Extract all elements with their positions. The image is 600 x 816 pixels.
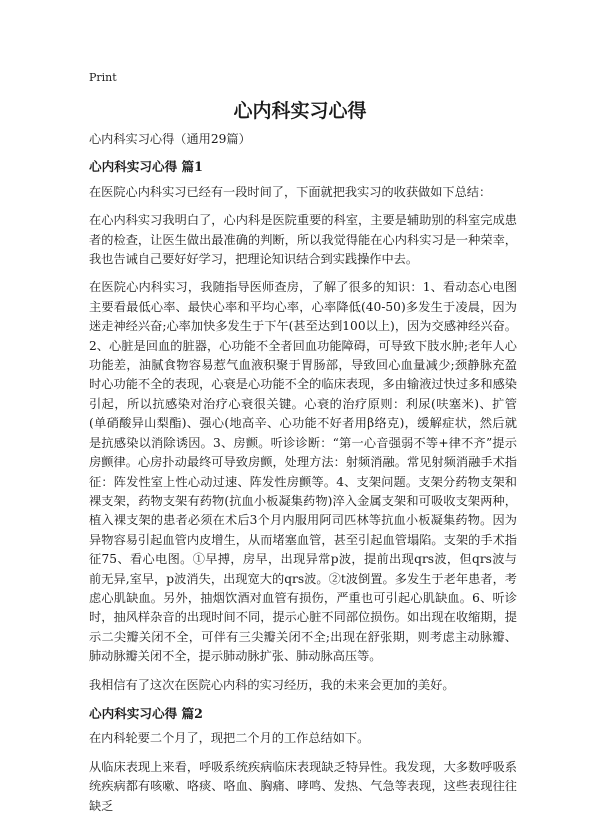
section-heading-1: 心内科实习心得 篇1 xyxy=(89,159,203,175)
paragraph: 在医院心内科实习，我随指导医师查房，了解了很多的知识：1、看动态心电图主要看最低心率、最快心率和平均心率，心率降低(40-50)多发生于凌晨，因为迷走神经兴奋;心率加快多发生于下午(甚至达到100以上)，因为交感神经兴奋。2、心脏是回血的脏器，心功能不全者回血功能障碍，可导致下肢水肿;老年人心功能差，油腻食物容易惹气血液积聚于胃肠部，导致回心血量减少;颈静脉充盈时心功能不全的表现，心衰是心功能不全的临床表现，多由输液过快过多和感染引起，所以抗感染对治疗心衰很关键。心衰的治疗原则：利尿(呋塞米)、扩管(单硝酸异山梨酯)、强心(地高辛、心功能不好者用β络克)，缓解症状，然后就是抗感染以消除诱因。3、房颤。听诊诊断：“第一心音强弱不等+律不齐”提示房颤律。心房扑动最终可导致房颤，处理方法：射频消融。常见射频消融手术指征：阵发性室上性心动过速、阵发性房颤等。4、支架问题。支架分药物支架和裸支架，药物支架有药物(抗血小板凝集药物)淬入金属支架和可吸收支架两种，植入裸支架的患者必须在术后3个月内服用阿司匹林等抗血小板凝集药物。因为异物容易引起血管内皮增生，从而堵塞血管，甚至引起血管塌陷。支架的手术指征75、看心电图。①早搏，房早，出现异常p波，提前出现qrs波，但qrs波与前无异,室早，p波消失，出现宽大的qrs波。②t波倒置。多发生于老年患者，考虑心肌缺血。另外，抽烟饮酒对血管有损伤，严重也可引起心肌缺血。6、听诊时，抽风样杂音的出现时间不同，提示心脏不同部位损伤。如出现在收缩期，提示二尖瓣关闭不全，可伴有三尖瓣关闭不全;出现在舒张期，则考虑主动脉瓣、肺动脉瓣关闭不全，提示肺动脉扩张、肺动脉高压等。 xyxy=(89,280,517,664)
document-body xyxy=(89,130,517,813)
document-subtitle: 心内科实习心得（通用29篇） xyxy=(89,132,251,146)
print-link[interactable]: Print xyxy=(89,71,117,84)
paragraph: 从临床表现上来看，呼吸系统疾病临床表现缺乏特异性。我发现，大多数呼吸系统疾病都有咳嗽、咯痰、咯血、胸痛、哮鸣、发热、气急等表现，这些表现往往缺乏 xyxy=(89,759,517,813)
paragraph: 在内科轮要二个月了，现把二个月的工作总结如下。 xyxy=(89,731,370,746)
paragraph: 在心内科实习我明白了，心内科是医院重要的科室，主要是辅助别的科室完成患者的检查，让医生做出最准确的判断，所以我觉得能在心内科实习是一种荣幸，我也告诫自己要好好学习，把理论知识结合到实践操作中去。 xyxy=(89,213,517,267)
paragraph: 我相信有了这次在医院心内科的实习经历，我的未来会更加的美好。 xyxy=(89,677,455,692)
page-title: 心内科实习心得 xyxy=(233,100,367,122)
paragraph: 在医院心内科实习已经有一段时间了，下面就把我实习的收获做如下总结： xyxy=(89,184,492,199)
section-heading-2: 心内科实习心得 篇2 xyxy=(89,705,203,721)
